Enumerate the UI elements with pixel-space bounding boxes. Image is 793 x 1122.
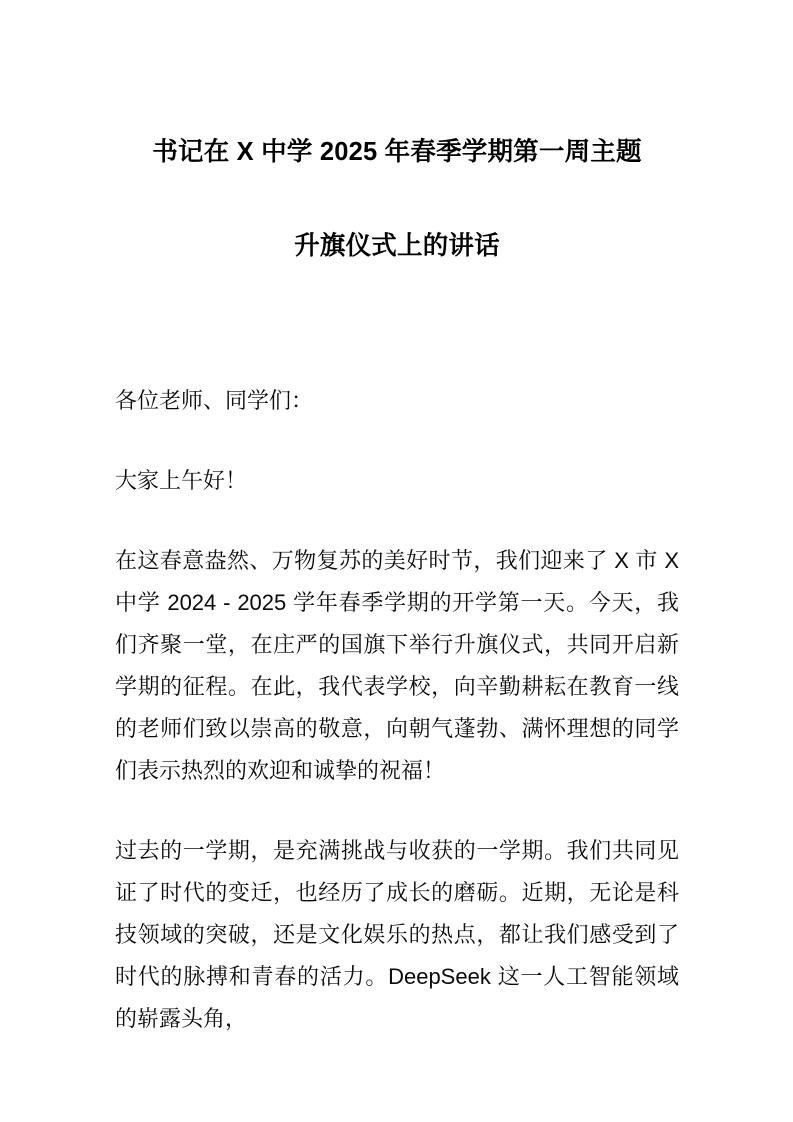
document-title-line-1: 书记在 X 中学 2025 年春季学期第一周主题 — [152, 138, 642, 166]
greeting-line: 大家上午好！ — [115, 468, 248, 493]
salutation-line: 各位老师、同学们： — [115, 388, 314, 413]
body-paragraph-1: 在这春意盎然、万物复苏的美好时节，我们迎来了 X 市 X 中学 2024 - 2025 学年春季学期的开学第一天。今天，我们齐聚一堂，在庄严的国旗下举行升旗仪式，共同开启新学期的征程。在此，我代表学校，向辛勤耕耘在教育一线的老师们致以崇高的敬意，向朝气蓬勃、满怀理想的同学们表示热烈的欢迎和诚挚的祝福！ — [115, 548, 679, 783]
document-title-line-2: 升旗仪式上的讲话 — [294, 232, 500, 260]
body-paragraph-2: 过去的一学期，是充满挑战与收获的一学期。我们共同见证了时代的变迁，也经历了成长的磨砺。近期，无论是科技领域的突破，还是文化娱乐的热点，都让我们感受到了时代的脉搏和青春的活力。DeepSeek 这一人工智能领域的崭露头角， — [115, 838, 679, 1031]
document-content — [115, 0, 679, 1062]
